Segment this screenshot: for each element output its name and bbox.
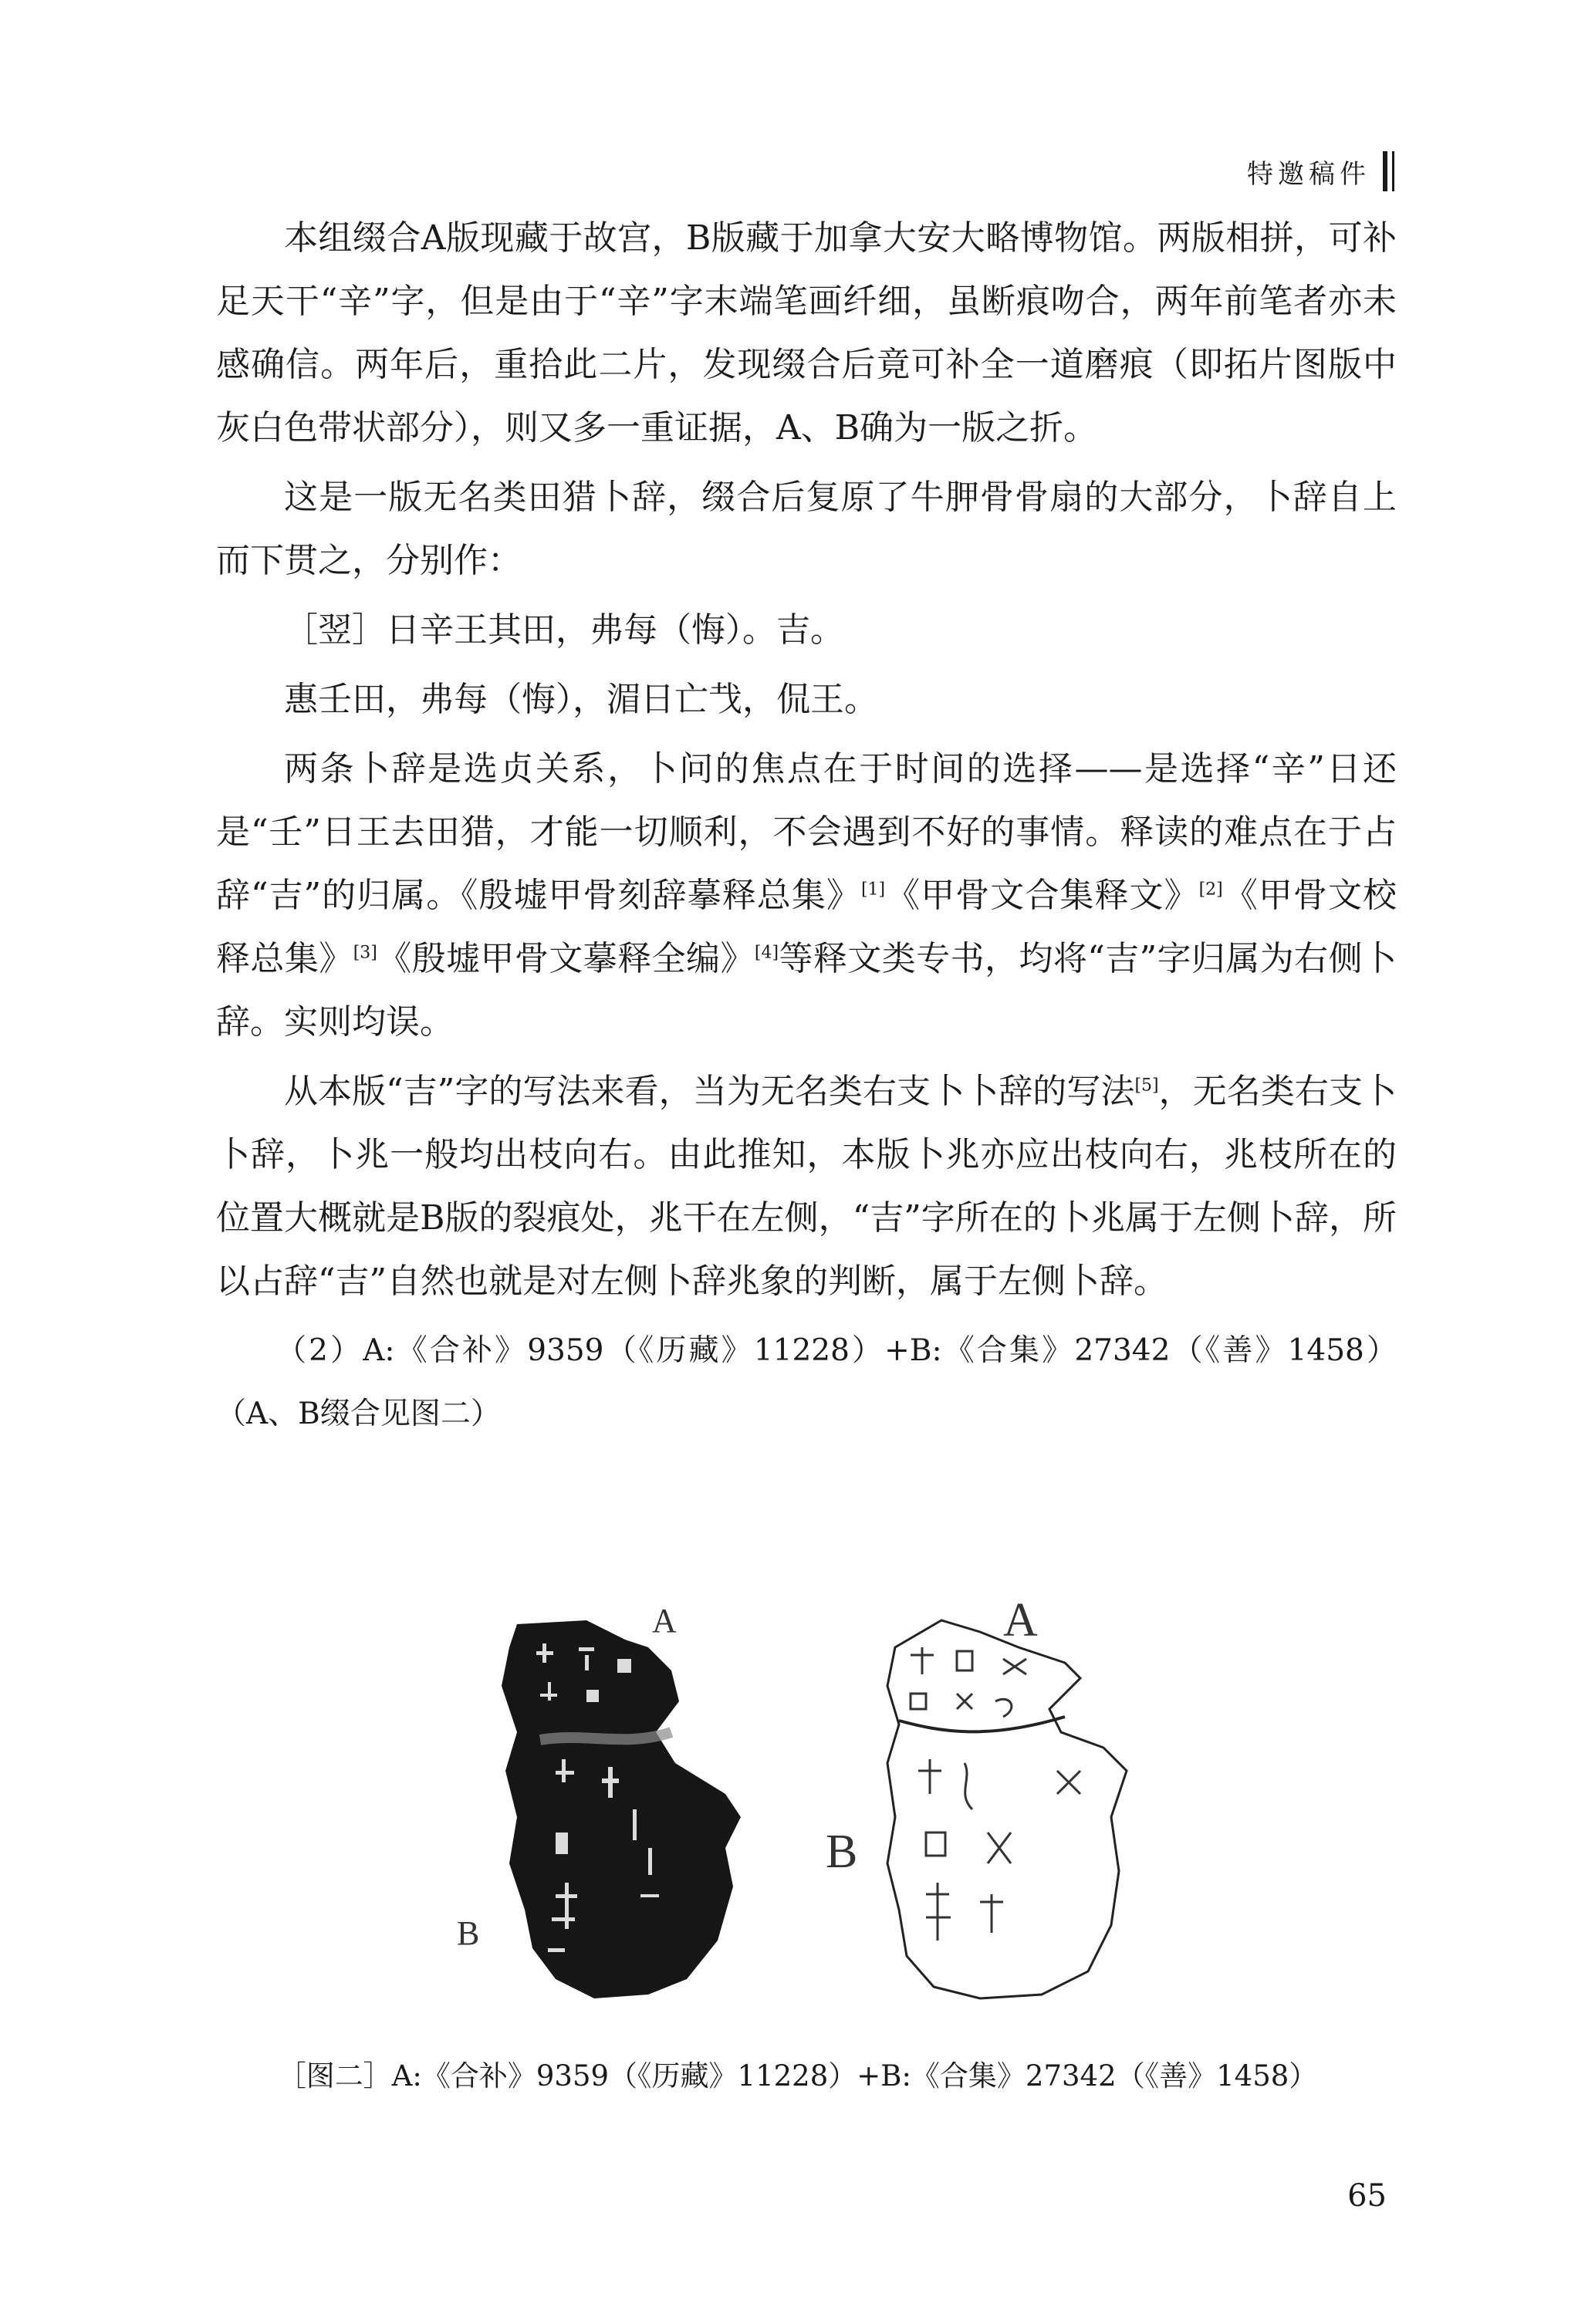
paragraph-6 <box>216 1060 1397 1313</box>
para6-text-a: 从本版“吉”字的写法来看，当为无名类右支卜卜辞的写法 <box>284 1072 1135 1111</box>
footnote-ref-3: [3] <box>353 943 377 963</box>
article-body <box>216 207 1397 1452</box>
para5-text-a: 两条卜辞是选贞关系，卜问的焦点在于时间的选择——是选择“辛”日还是“壬”日王去田猎，才能一切顺利，不会遇到不好的事情。释读的难点在于占辞“吉”的归属。《殷墟甲骨刻辞摹释总集》 <box>216 749 1397 915</box>
para5-text-c: 《甲骨文校释总集》 <box>216 876 1397 978</box>
rubbing-label-a: A <box>652 1602 677 1640</box>
drawing-label-b: B <box>826 1826 858 1878</box>
inscription-1: ［翌］日辛王其田，弗每（悔）。吉。 <box>284 610 844 650</box>
section-title: 特邀稿件 <box>1247 158 1370 190</box>
running-header <box>1247 151 1394 191</box>
paragraph-5 <box>216 738 1397 1054</box>
footnote-ref-5: [5] <box>1134 1076 1159 1096</box>
rubbing-label-b: B <box>457 1914 480 1952</box>
page-number: 65 <box>1347 2178 1387 2214</box>
para6-text-b: ，无名类右支卜卜辞，卜兆一般均出枝向右。由此推知，本版卜兆亦应出枝向右，兆枝所在的位置大概就是B版的裂痕处，兆干在左侧，“吉”字所在的卜兆属于左侧卜辞，所以占辞“吉”自然也就是对左侧卜辞兆象的判断，属于左侧卜辞。 <box>216 1072 1397 1301</box>
rubbing-image <box>494 1616 756 2002</box>
citation-paragraph: （2）A:《合补》9359（《历藏》11228）+B:《合集》27342（《善》1458）（A、B缀合见图二） <box>216 1333 1397 1431</box>
header-rule-thick <box>1383 151 1387 191</box>
paragraph-2: 这是一版无名类田猎卜辞，缀合后复原了牛胛骨骨扇的大部分，卜辞自上而下贯之，分别作： <box>216 478 1397 580</box>
footnote-ref-2: [2] <box>1198 880 1223 900</box>
para5-text-d: 《殷墟甲骨文摹释全编》 <box>377 939 755 978</box>
paragraph-1: 本组缀合A版现藏于故宫，B版藏于加拿大安大略博物馆。两版相拼，可补足天干“辛”字，但是由于“辛”字末端笔画纤细，虽断痕吻合，两年前笔者亦未感确信。两年后，重拾此二片，发现缀合后竟可补全一道磨痕（即拓片图版中灰白色带状部分），则又多一重证据，A、B确为一版之折。 <box>216 218 1397 448</box>
inscription-2: 惠壬田，弗每（悔），湄日亡𢦏，侃王。 <box>284 680 878 719</box>
figure-2 <box>432 1594 1482 2002</box>
footnote-ref-4: [4] <box>754 943 779 963</box>
para5-text-e: 等释文类专书，均将“吉”字归属为右侧卜辞。实则均误。 <box>216 939 1397 1042</box>
header-rule-thin <box>1392 151 1394 191</box>
para5-text-b: 《甲骨文合集释文》 <box>885 876 1199 915</box>
figure-caption: ［图二］A:《合补》9359（《历藏》11228）+B:《合集》27342（《善》1458） <box>277 2059 1318 2093</box>
footnote-ref-1: [1] <box>860 880 886 900</box>
line-drawing-image <box>880 1616 1142 2002</box>
drawing-label-a: A <box>1003 1594 1038 1647</box>
